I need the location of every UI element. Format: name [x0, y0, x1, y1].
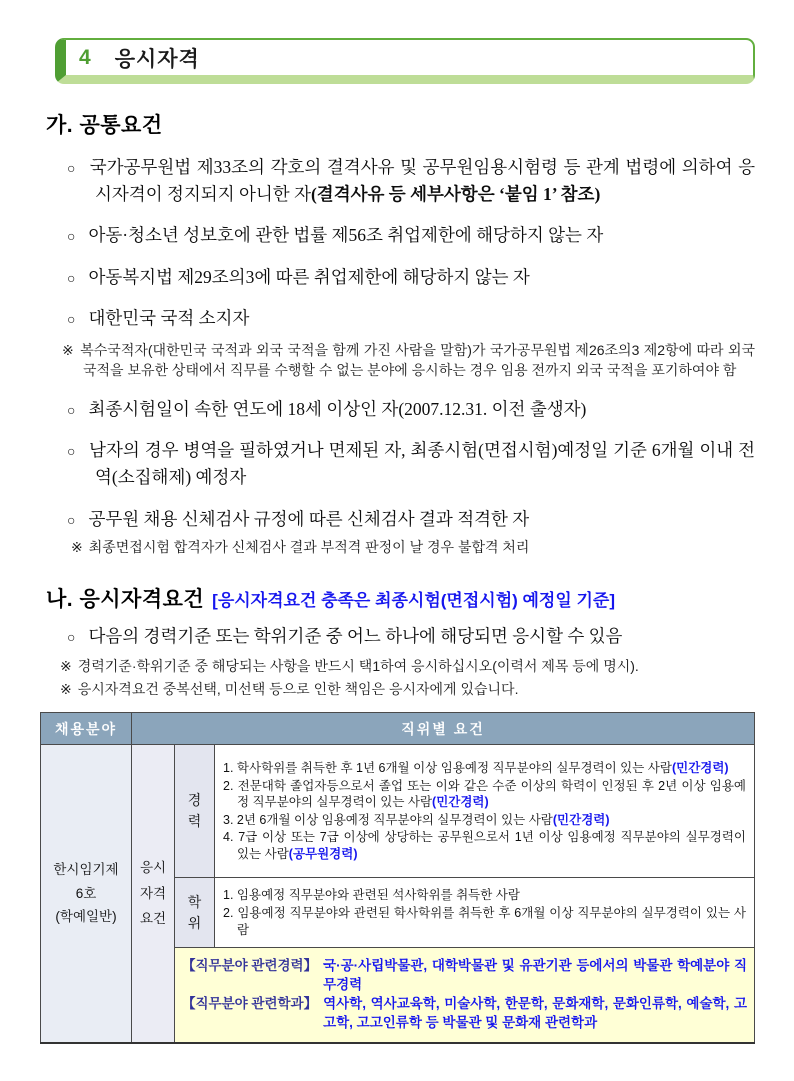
related-career-entry [182, 957, 747, 995]
table-header-row [41, 713, 755, 745]
bullet-item [40, 222, 755, 249]
bullet-text: 남자의 경우 병역을 필하였거나 면제된 자, 최종시험(면접시험)예정일 기준 6개월 이내 전역(소집해제) 예정자 [89, 440, 756, 487]
item-text: 학사학위를 취득한 후 1년 6개월 이상 임용예정 직무분야의 실무경력이 있는 사람 [236, 760, 672, 775]
item-text: 7급 이상 또는 7급 이상에 상당하는 공무원으로서 1년 이상 임용예정 직무분야의 실무경력이 있는 사람 [237, 830, 746, 862]
related-major-text: 역사학, 역사교육학, 미술사학, 한문학, 문화재학, 문화인류학, 예술학, 고고학, 고고인류학 등 박물관 및 문화재 관련학과 [323, 996, 747, 1030]
bullet-text: 다음의 경력기준 또는 학위기준 중 어느 하나에 해당되면 응시할 수 있음 [88, 625, 623, 646]
bullet-item [40, 623, 755, 650]
bullet-item [40, 506, 755, 533]
note-item [40, 341, 755, 381]
item-tag: (공무원경력) [288, 847, 358, 862]
bullet-text-bold: (결격사유 등 세부사항은 ‘붙임 1’ 참조) [310, 183, 601, 204]
item-number: 1. [223, 760, 234, 775]
bullet-marker: ○ [67, 513, 76, 529]
item-text: 2년 6개월 이상 임용예정 직무분야의 실무경력이 있는 사람 [236, 812, 553, 827]
recruit-field-line: 6호 [75, 885, 97, 901]
qual-label-line: 응시 [139, 860, 167, 876]
note-item [40, 657, 755, 677]
career-item [223, 778, 746, 811]
item-number: 4. [223, 830, 234, 845]
bullet-marker: ○ [67, 403, 76, 419]
degree-item [223, 887, 746, 904]
cell-recruit-field [41, 745, 132, 1043]
page-title: 응시자격 [114, 47, 200, 71]
cell-degree-requirements [215, 878, 755, 948]
related-major-label: 【직무분야 관련학과】 [182, 996, 318, 1012]
cell-qualification-label [132, 745, 175, 1043]
section-number: 4 [79, 45, 91, 69]
bullet-marker: ○ [67, 445, 77, 461]
career-label-line: 력 [187, 813, 202, 830]
career-item [223, 812, 746, 829]
career-item [223, 760, 746, 777]
career-item [223, 829, 746, 862]
bullet-text: 최종시험일이 속한 연도에 18세 이상인 자(2007.12.31. 이전 출생자) [88, 398, 587, 419]
bullet-text: 아동복지법 제29조의3에 따른 취업제한에 해당하지 않는 자 [88, 266, 530, 287]
bullet-marker: ○ [67, 313, 76, 329]
item-text: 임용예정 직무분야와 관련된 석사학위를 취득한 사람 [236, 888, 520, 903]
item-tag: (민간경력) [552, 812, 610, 827]
section-banner [55, 38, 755, 84]
item-number: 2. [223, 906, 234, 920]
note-text: 최종면접시험 합격자가 신체검사 결과 부적격 판정이 날 경우 불합격 처리 [88, 539, 530, 556]
degree-label-line: 위 [187, 914, 202, 931]
qual-label-line: 요건 [139, 911, 167, 927]
bullet-marker: ○ [67, 162, 77, 177]
note-marker: ※ [60, 657, 72, 674]
header-recruit-field: 채용분야 [41, 713, 132, 745]
section-b-title-note: [응시자격요건 충족은 최종시험(면접시험) 예정일 기준] [212, 590, 615, 610]
item-tag: (민간경력) [671, 760, 729, 775]
bullet-item [40, 305, 755, 332]
bullet-item [40, 437, 755, 490]
item-tag: (민간경력) [432, 795, 489, 810]
related-career-label: 【직무분야 관련경력】 [182, 958, 318, 974]
bullet-item [40, 264, 755, 291]
section-b-title [46, 583, 755, 613]
cell-related-info [175, 948, 755, 1043]
recruit-field-line: (학예일반) [55, 909, 117, 925]
note-marker: ※ [60, 681, 72, 698]
item-number: 2. [223, 778, 234, 793]
header-position-requirements: 직위별 요건 [132, 713, 755, 745]
section-b-title-text: 나. 응시자격요건 [46, 587, 205, 611]
note-text: 경력기준·학위기준 중 해당되는 사항을 반드시 택1하여 응시하십시오(이력서 제목 등에 명시). [77, 657, 639, 674]
bullet-marker: ○ [67, 271, 76, 287]
section-a-title: 가. 공통요건 [46, 114, 163, 137]
degree-item [223, 905, 746, 938]
note-marker: ※ [71, 539, 83, 556]
degree-label-line: 학 [187, 893, 202, 910]
item-text: 전문대학 졸업자등으로서 졸업 또는 이와 같은 수준 이상의 학력이 인정된 후 2년 이상 임용예정 직무분야의 실무경력이 있는 사람 [237, 778, 746, 810]
bullet-text: 대한민국 국적 소지자 [88, 308, 250, 329]
item-number: 3. [223, 812, 234, 827]
note-text: 복수국적자(대한민국 국적과 외국 국적을 함께 가진 사람을 말함)가 국가공무원법 제26조의3 제2항에 따라 외국 국적을 보유한 상태에서 직무를 수행할 수 없는 분야에 응시하는 경우 임용 전까지 외국 국적을 포기하여야 함 [80, 341, 755, 378]
bullet-item [40, 154, 755, 207]
bullet-text: 아동·청소년 성보호에 관한 법률 제56조 취업제한에 해당하지 않는 자 [88, 225, 604, 246]
bullet-text: 공무원 채용 신체검사 규정에 따른 신체검사 결과 적격한 자 [88, 508, 530, 529]
related-career-text: 국·공·사립박물관, 대학박물관 및 유관기관 등에서의 박물관 학예분야 직무경력 [323, 958, 747, 993]
qualification-table [40, 712, 755, 1044]
career-label-line: 경 [187, 792, 202, 809]
related-major-entry [182, 995, 747, 1033]
bullet-marker: ○ [67, 630, 76, 646]
qual-label-line: 자격 [139, 885, 167, 901]
note-item [40, 680, 755, 700]
note-marker: ※ [62, 341, 75, 358]
table-row-career [41, 745, 755, 878]
bullet-text: 국가공무원법 제33조의 각호의 결격사유 및 공무원임용시험령 등 관계 법령에 의하여 응시자격이 정지되지 아니한 자 [89, 157, 755, 204]
cell-career-requirements [215, 745, 755, 878]
cell-degree-label [175, 878, 215, 948]
item-number: 1. [223, 888, 234, 903]
bullet-item [40, 396, 755, 423]
item-text: 임용예정 직무분야와 관련된 학사학위를 취득한 후 6개월 이상 직무분야의 실무경력이 있는 사람 [237, 906, 746, 937]
note-text: 응시자격요건 중복선택, 미선택 등으로 인한 책임은 응시자에게 있습니다. [77, 681, 519, 698]
recruit-field-line: 한시임기제 [53, 862, 119, 878]
bullet-marker: ○ [67, 230, 76, 246]
cell-career-label [175, 745, 215, 878]
note-item [40, 538, 755, 558]
